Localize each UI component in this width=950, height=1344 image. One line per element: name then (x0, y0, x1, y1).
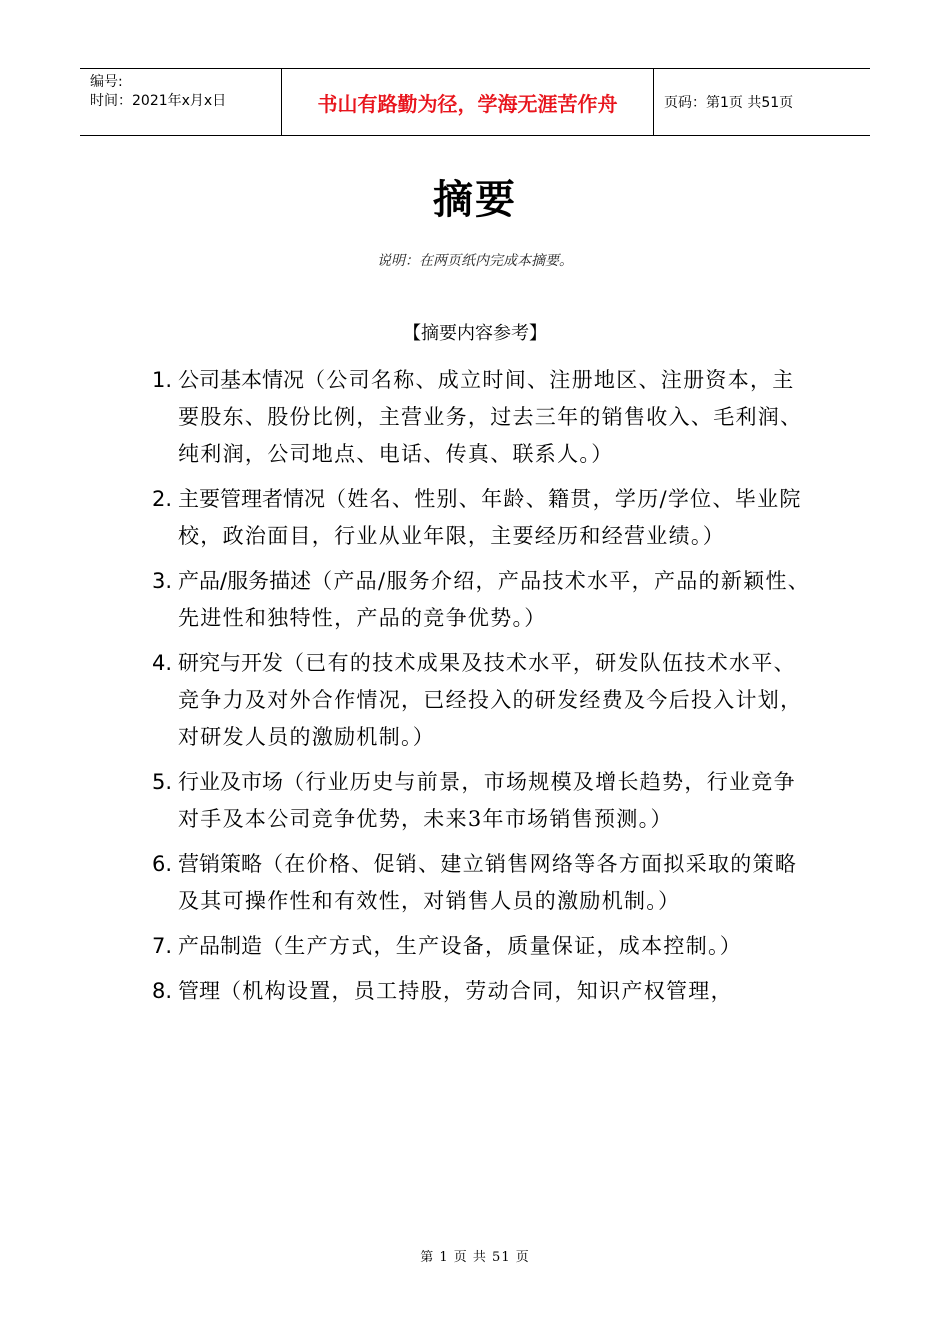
item-body: （生产方式，生产设备，质量保证，成本控制。） (262, 934, 743, 958)
header-motto: 书山有路勤为径，学海无涯苦作舟 (282, 69, 654, 135)
time-label: 时间：2021年x月x日 (90, 93, 227, 109)
item-number: 7. (152, 934, 173, 958)
item-body: （公司名称、成立时间、注册地区、注册资本，主要股东、股份比例，主营业务，过去三年的销售收入、毛利润、纯利润，公司地点、电话、传真、联系人。） (178, 368, 803, 466)
list-item (152, 846, 812, 920)
section-subtitle: 【摘要内容参考】 (403, 323, 547, 344)
item-heading: 管理 (178, 979, 220, 1003)
item-heading: 研究与开发 (178, 651, 283, 675)
list-item (152, 362, 812, 473)
list-item (152, 645, 812, 756)
item-heading: 主要管理者情况 (178, 487, 325, 511)
item-number: 6. (152, 852, 173, 876)
instruction-note: 说明：在两页纸内完成本摘要。 (377, 253, 573, 269)
list-item (152, 764, 812, 838)
item-number: 3. (152, 569, 173, 593)
item-body: （行业历史与前景，市场规模及增长趋势，行业竞争对手及本公司竞争优势，未来3年市场销售预测。） (178, 770, 796, 831)
item-heading: 产品制造 (178, 934, 262, 958)
item-heading: 产品/服务描述 (178, 569, 312, 593)
list-item (152, 928, 812, 965)
item-body: （已有的技术成果及技术水平，研发队伍技术水平、竞争力及对外合作情况，已经投入的研发经费及今后投入计划，对研发人员的激励机制。） (178, 651, 803, 749)
list-item (152, 563, 812, 637)
page-footer: 第 1 页 共 51 页 (420, 1250, 530, 1265)
item-heading: 公司基本情况 (178, 368, 304, 392)
item-number: 4. (152, 651, 173, 675)
list-item (152, 973, 812, 1010)
number-label: 编号: (90, 74, 123, 90)
page-title: 摘要 (433, 177, 517, 223)
item-number: 8. (152, 979, 173, 1003)
header-meta (80, 69, 282, 135)
item-body: （产品/服务介绍，产品技术水平，产品的新颖性、先进性和独特性，产品的竞争优势。） (178, 569, 811, 630)
item-body: （姓名、性别、年龄、籍贯，学历/学位、毕业院校，政治面目，行业从业年限，主要经历和经营业绩。） (178, 487, 802, 548)
item-number: 2. (152, 487, 173, 511)
item-heading: 营销策略 (178, 852, 262, 876)
summary-list (152, 362, 812, 1018)
item-number: 1. (152, 368, 173, 392)
item-number: 5. (152, 770, 173, 794)
list-item (152, 481, 812, 555)
page-header (80, 68, 870, 136)
item-body: （在价格、促销、建立销售网络等各方面拟采取的策略及其可操作性和有效性，对销售人员的激励机制。） (178, 852, 798, 913)
item-body: （机构设置，员工持股，劳动合同，知识产权管理， (220, 979, 733, 1003)
header-page-info: 页码：第1页 共51页 (664, 95, 794, 111)
item-heading: 行业及市场 (178, 770, 283, 794)
